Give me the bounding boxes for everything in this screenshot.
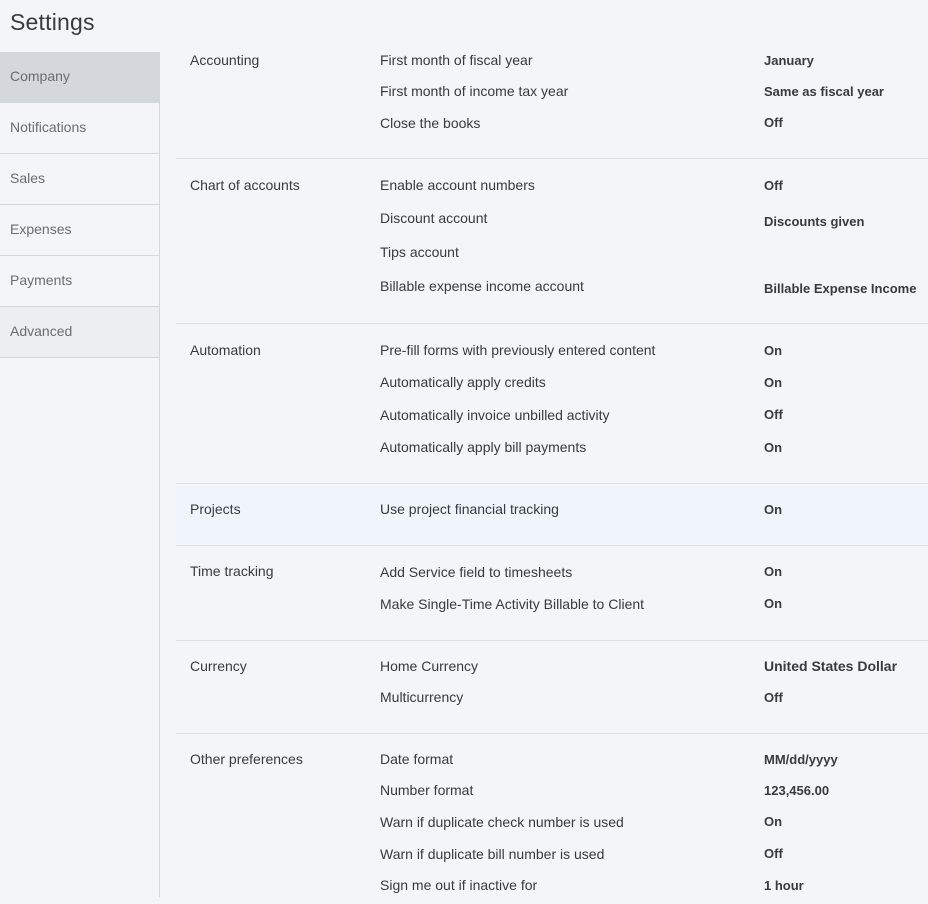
sidebar-item-sales[interactable]: Sales xyxy=(0,154,159,205)
setting-label: Close the books xyxy=(380,115,481,131)
setting-label: Date format xyxy=(380,751,454,767)
settings-sidebar xyxy=(0,52,160,897)
setting-value: Off xyxy=(764,690,783,705)
sidebar-item-payments[interactable]: Payments xyxy=(0,256,159,307)
setting-value: On xyxy=(764,596,783,611)
setting-value: Off xyxy=(764,407,783,422)
setting-value: On xyxy=(764,502,783,517)
setting-label: Add Service field to timesheets xyxy=(380,564,573,580)
setting-value: Discounts given xyxy=(764,214,865,229)
section-other-preferences[interactable] xyxy=(176,734,928,904)
setting-value: 1 hour xyxy=(764,878,804,893)
sidebar-item-expenses[interactable]: Expenses xyxy=(0,205,159,256)
setting-label: First month of fiscal year xyxy=(380,52,533,68)
setting-label: Warn if duplicate bill number is used xyxy=(380,846,605,862)
section-time-tracking[interactable] xyxy=(176,546,928,641)
setting-value: Billable Expense Income xyxy=(764,281,917,296)
settings-content xyxy=(176,46,928,904)
setting-value: Same as fiscal year xyxy=(764,84,884,99)
setting-label: Sign me out if inactive for xyxy=(380,877,538,893)
setting-label: Number format xyxy=(380,782,474,798)
sidebar-item-company[interactable]: Company xyxy=(0,52,159,103)
setting-value: United States Dollar xyxy=(764,658,898,674)
section-chart-of-accounts[interactable] xyxy=(176,159,928,324)
section-currency[interactable] xyxy=(176,641,928,734)
setting-value: On xyxy=(764,814,783,829)
setting-value: 123,456.00 xyxy=(764,783,830,798)
section-title: Accounting xyxy=(190,52,260,68)
page-title: Settings xyxy=(10,9,95,35)
setting-value: On xyxy=(764,343,783,358)
setting-label: First month of income tax year xyxy=(380,83,569,99)
section-title: Chart of accounts xyxy=(190,177,300,193)
setting-value: Off xyxy=(764,115,783,130)
setting-label: Warn if duplicate check number is used xyxy=(380,814,624,830)
section-title: Time tracking xyxy=(190,563,274,579)
setting-label: Automatically apply bill payments xyxy=(380,439,587,455)
setting-label: Multicurrency xyxy=(380,689,464,705)
section-title: Other preferences xyxy=(190,751,303,767)
section-accounting[interactable] xyxy=(176,46,928,159)
setting-value: On xyxy=(764,440,783,455)
setting-label: Tips account xyxy=(380,244,459,260)
section-automation[interactable] xyxy=(176,324,928,484)
setting-label: Billable expense income account xyxy=(380,278,584,294)
setting-label: Make Single-Time Activity Billable to Client xyxy=(380,596,645,612)
section-projects[interactable] xyxy=(176,484,928,546)
setting-value: Off xyxy=(764,178,783,193)
setting-value: MM/dd/yyyy xyxy=(764,752,838,767)
setting-label: Enable account numbers xyxy=(380,177,535,193)
setting-value: January xyxy=(764,53,814,68)
sidebar-item-notifications[interactable]: Notifications xyxy=(0,103,159,154)
section-title: Automation xyxy=(190,342,261,358)
setting-label: Home Currency xyxy=(380,658,479,674)
setting-value: Off xyxy=(764,846,783,861)
sidebar-item-advanced[interactable]: Advanced xyxy=(0,307,159,358)
setting-value: On xyxy=(764,564,783,579)
setting-label: Discount account xyxy=(380,210,488,226)
setting-label: Automatically invoice unbilled activity xyxy=(380,407,610,423)
setting-value: On xyxy=(764,375,783,390)
section-title: Projects xyxy=(190,501,241,517)
setting-label: Automatically apply credits xyxy=(380,374,546,390)
section-title: Currency xyxy=(190,658,247,674)
setting-label: Pre-fill forms with previously entered content xyxy=(380,342,656,358)
setting-label: Use project financial tracking xyxy=(380,501,559,517)
